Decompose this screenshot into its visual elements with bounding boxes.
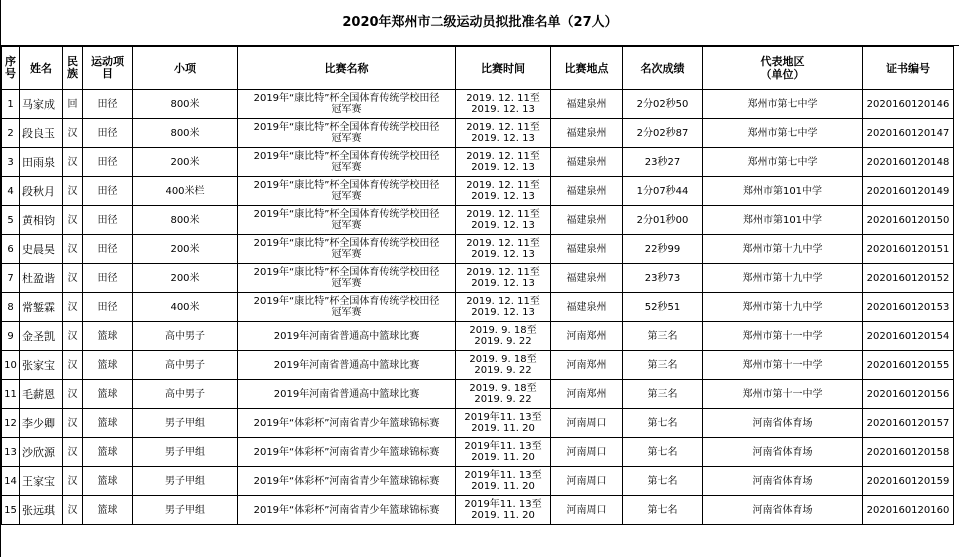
cell-cert: 2020160120149 [863,177,954,206]
cell-result: 52秒51 [623,293,703,322]
cell-time: 2019. 12. 11至 2019. 12. 13 [456,264,551,293]
cell-place: 河南郑州 [551,380,623,409]
cell-place: 福建泉州 [551,206,623,235]
cell-competition: 2019年“康比特”杯全国体育传统学校田径 冠军赛 [238,119,456,148]
cell-name: 黄相钧 [20,206,63,235]
cell-region: 郑州市第十一中学 [703,380,863,409]
cell-place: 福建泉州 [551,148,623,177]
cell-name: 杜盈谐 [20,264,63,293]
cell-sport: 田径 [83,235,133,264]
cell-cert: 2020160120160 [863,496,954,525]
cell-event: 800米 [133,119,238,148]
table-row [2,380,954,409]
cell-ethnic: 汉 [63,206,83,235]
header-cert: 证书编号 [863,47,954,90]
cell-ethnic: 汉 [63,467,83,496]
header-competition: 比赛名称 [238,47,456,90]
cell-result: 23秒73 [623,264,703,293]
cell-time: 2019. 12. 11至 2019. 12. 13 [456,206,551,235]
cell-result: 第三名 [623,380,703,409]
cell-competition: 2019年“体彩杯”河南省青少年篮球锦标赛 [238,467,456,496]
cell-time: 2019. 9. 18至 2019. 9. 22 [456,322,551,351]
cell-place: 福建泉州 [551,264,623,293]
cell-time: 2019. 12. 11至 2019. 12. 13 [456,119,551,148]
cell-place: 福建泉州 [551,90,623,119]
table-row [2,148,954,177]
cell-ethnic: 回 [63,90,83,119]
table-row [2,351,954,380]
cell-ethnic: 汉 [63,148,83,177]
cell-competition: 2019年“康比特”杯全国体育传统学校田径 冠军赛 [238,235,456,264]
cell-time: 2019年11. 13至 2019. 11. 20 [456,467,551,496]
cell-cert: 2020160120155 [863,351,954,380]
cell-sport: 篮球 [83,467,133,496]
cell-place: 福建泉州 [551,235,623,264]
cell-sport: 篮球 [83,380,133,409]
table-row [2,322,954,351]
table-row [2,264,954,293]
cell-name: 史晨昊 [20,235,63,264]
cell-result: 23秒27 [623,148,703,177]
cell-sport: 田径 [83,264,133,293]
cell-competition: 2019年“体彩杯”河南省青少年篮球锦标赛 [238,409,456,438]
cell-time: 2019. 12. 11至 2019. 12. 13 [456,148,551,177]
cell-event: 800米 [133,206,238,235]
table-row [2,496,954,525]
cell-ethnic: 汉 [63,438,83,467]
cell-competition: 2019年“体彩杯”河南省青少年篮球锦标赛 [238,438,456,467]
cell-sport: 篮球 [83,438,133,467]
cell-competition: 2019年河南省普通高中篮球比赛 [238,380,456,409]
cell-ethnic: 汉 [63,409,83,438]
header-seq: 序 号 [2,47,20,90]
cell-event: 200米 [133,235,238,264]
cell-result: 第三名 [623,351,703,380]
cell-result: 2分01秒00 [623,206,703,235]
cell-seq: 2 [2,119,20,148]
cell-place: 河南周口 [551,496,623,525]
cell-cert: 2020160120148 [863,148,954,177]
cell-place: 福建泉州 [551,177,623,206]
cell-seq: 14 [2,467,20,496]
cell-sport: 篮球 [83,351,133,380]
cell-event: 男子甲组 [133,496,238,525]
cell-event: 男子甲组 [133,438,238,467]
cell-event: 400米栏 [133,177,238,206]
cell-event: 800米 [133,90,238,119]
cell-result: 2分02秒87 [623,119,703,148]
cell-ethnic: 汉 [63,119,83,148]
cell-region: 河南省体育场 [703,467,863,496]
cell-cert: 2020160120157 [863,409,954,438]
cell-seq: 13 [2,438,20,467]
cell-cert: 2020160120150 [863,206,954,235]
cell-region: 河南省体育场 [703,438,863,467]
cell-ethnic: 汉 [63,380,83,409]
cell-region: 郑州市第十九中学 [703,293,863,322]
cell-time: 2019年11. 13至 2019. 11. 20 [456,496,551,525]
table-row [2,90,954,119]
cell-competition: 2019年“体彩杯”河南省青少年篮球锦标赛 [238,496,456,525]
cell-ethnic: 汉 [63,496,83,525]
cell-place: 河南周口 [551,409,623,438]
table-row [2,409,954,438]
header-time: 比赛时间 [456,47,551,90]
cell-cert: 2020160120159 [863,467,954,496]
cell-seq: 8 [2,293,20,322]
cell-place: 福建泉州 [551,293,623,322]
cell-seq: 1 [2,90,20,119]
cell-result: 1分07秒44 [623,177,703,206]
cell-region: 郑州市第七中学 [703,148,863,177]
cell-event: 200米 [133,148,238,177]
cell-result: 第七名 [623,467,703,496]
cell-competition: 2019年“康比特”杯全国体育传统学校田径 冠军赛 [238,90,456,119]
cell-event: 高中男子 [133,322,238,351]
cell-time: 2019年11. 13至 2019. 11. 20 [456,438,551,467]
table-row [2,467,954,496]
cell-result: 2分02秒50 [623,90,703,119]
cell-region: 郑州市第十九中学 [703,264,863,293]
cell-event: 400米 [133,293,238,322]
header-event: 小项 [133,47,238,90]
cell-cert: 2020160120158 [863,438,954,467]
cell-competition: 2019年“康比特”杯全国体育传统学校田径 冠军赛 [238,148,456,177]
header-sport: 运动项 目 [83,47,133,90]
cell-cert: 2020160120146 [863,90,954,119]
cell-result: 第三名 [623,322,703,351]
cell-competition: 2019年“康比特”杯全国体育传统学校田径 冠军赛 [238,293,456,322]
cell-result: 22秒99 [623,235,703,264]
cell-region: 河南省体育场 [703,409,863,438]
cell-cert: 2020160120152 [863,264,954,293]
table-row [2,438,954,467]
cell-place: 河南周口 [551,467,623,496]
cell-seq: 7 [2,264,20,293]
cell-seq: 11 [2,380,20,409]
cell-sport: 篮球 [83,409,133,438]
cell-time: 2019. 12. 11至 2019. 12. 13 [456,235,551,264]
cell-cert: 2020160120153 [863,293,954,322]
cell-name: 沙欣源 [20,438,63,467]
cell-competition: 2019年“康比特”杯全国体育传统学校田径 冠军赛 [238,177,456,206]
cell-region: 郑州市第十一中学 [703,351,863,380]
cell-time: 2019. 12. 11至 2019. 12. 13 [456,90,551,119]
cell-name: 张远琪 [20,496,63,525]
cell-cert: 2020160120151 [863,235,954,264]
header-row [2,47,954,90]
cell-region: 郑州市第十九中学 [703,235,863,264]
cell-region: 河南省体育场 [703,496,863,525]
sheet-title: 2020年郑州市二级运动员拟批准名单（27人） [1,0,959,46]
cell-ethnic: 汉 [63,293,83,322]
cell-seq: 3 [2,148,20,177]
cell-seq: 12 [2,409,20,438]
cell-time: 2019. 9. 18至 2019. 9. 22 [456,351,551,380]
cell-place: 福建泉州 [551,119,623,148]
cell-seq: 9 [2,322,20,351]
cell-seq: 4 [2,177,20,206]
cell-sport: 田径 [83,90,133,119]
cell-sport: 篮球 [83,322,133,351]
cell-sport: 田径 [83,206,133,235]
cell-name: 李少卿 [20,409,63,438]
cell-name: 田雨泉 [20,148,63,177]
cell-time: 2019. 9. 18至 2019. 9. 22 [456,380,551,409]
cell-name: 张家宝 [20,351,63,380]
cell-name: 段良玉 [20,119,63,148]
cell-seq: 15 [2,496,20,525]
cell-name: 常錾霖 [20,293,63,322]
cell-name: 王家宝 [20,467,63,496]
cell-ethnic: 汉 [63,264,83,293]
cell-competition: 2019年“康比特”杯全国体育传统学校田径 冠军赛 [238,264,456,293]
cell-event: 200米 [133,264,238,293]
table-row [2,293,954,322]
cell-seq: 6 [2,235,20,264]
cell-result: 第七名 [623,409,703,438]
roster-table [1,46,954,525]
header-ethnic: 民 族 [63,47,83,90]
header-name: 姓名 [20,47,63,90]
cell-seq: 5 [2,206,20,235]
cell-competition: 2019年河南省普通高中篮球比赛 [238,322,456,351]
cell-region: 郑州市第七中学 [703,119,863,148]
cell-sport: 田径 [83,148,133,177]
cell-region: 郑州市第十一中学 [703,322,863,351]
cell-event: 高中男子 [133,351,238,380]
cell-result: 第七名 [623,496,703,525]
header-place: 比赛地点 [551,47,623,90]
cell-result: 第七名 [623,438,703,467]
cell-cert: 2020160120154 [863,322,954,351]
cell-sport: 田径 [83,119,133,148]
table-row [2,119,954,148]
table-row [2,206,954,235]
cell-ethnic: 汉 [63,322,83,351]
cell-name: 马家成 [20,90,63,119]
cell-name: 金圣凯 [20,322,63,351]
cell-place: 河南郑州 [551,322,623,351]
cell-event: 高中男子 [133,380,238,409]
cell-ethnic: 汉 [63,177,83,206]
cell-sport: 篮球 [83,496,133,525]
cell-sport: 田径 [83,293,133,322]
cell-ethnic: 汉 [63,351,83,380]
cell-competition: 2019年“康比特”杯全国体育传统学校田径 冠军赛 [238,206,456,235]
cell-name: 段秋月 [20,177,63,206]
cell-region: 郑州市第101中学 [703,177,863,206]
cell-name: 毛薪恩 [20,380,63,409]
cell-cert: 2020160120147 [863,119,954,148]
header-result: 名次成绩 [623,47,703,90]
cell-event: 男子甲组 [133,467,238,496]
cell-seq: 10 [2,351,20,380]
table-row [2,177,954,206]
cell-cert: 2020160120156 [863,380,954,409]
cell-ethnic: 汉 [63,235,83,264]
table-row [2,235,954,264]
cell-competition: 2019年河南省普通高中篮球比赛 [238,351,456,380]
cell-region: 郑州市第101中学 [703,206,863,235]
cell-time: 2019. 12. 11至 2019. 12. 13 [456,177,551,206]
cell-place: 河南周口 [551,438,623,467]
cell-region: 郑州市第七中学 [703,90,863,119]
cell-sport: 田径 [83,177,133,206]
cell-time: 2019年11. 13至 2019. 11. 20 [456,409,551,438]
cell-time: 2019. 12. 11至 2019. 12. 13 [456,293,551,322]
cell-event: 男子甲组 [133,409,238,438]
cell-place: 河南郑州 [551,351,623,380]
header-region: 代表地区 （单位） [703,47,863,90]
